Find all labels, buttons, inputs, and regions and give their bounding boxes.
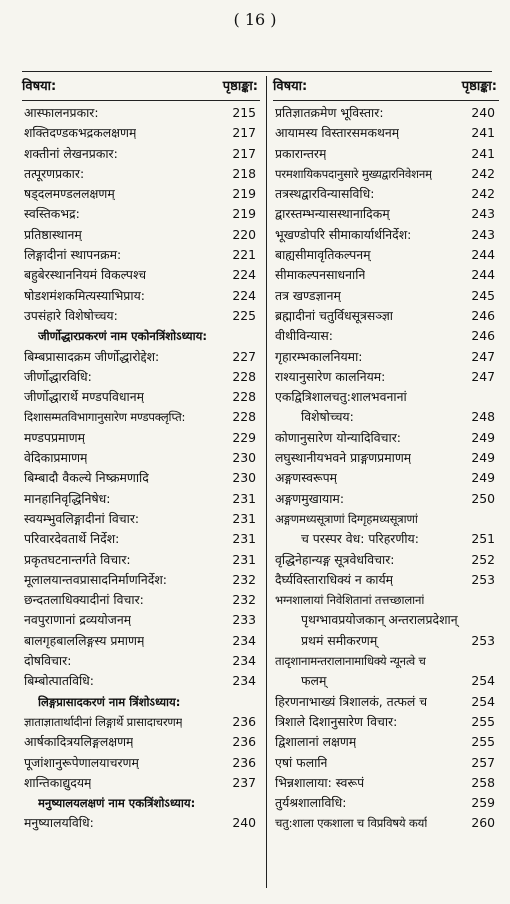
entry-title: प्रतिज्ञातक्रमेण भूविस्तार: <box>275 105 384 120</box>
toc-entry <box>22 732 260 752</box>
entry-page-number: 245 <box>471 287 495 303</box>
toc-entry <box>22 651 260 671</box>
entry-page-number: 246 <box>471 328 495 344</box>
entry-title: कोणानुसारेण योन्यादिविचार: <box>275 429 401 445</box>
entry-title-continued: फलम् <box>301 673 327 689</box>
toc-entry <box>22 590 260 610</box>
toc-entry <box>22 225 260 245</box>
entry-page-number: 252 <box>471 551 495 567</box>
toc-entry <box>22 610 260 630</box>
entry-title: गृहारम्भकालनियमा: <box>275 348 363 364</box>
entry-title: आस्फालनप्रकार: <box>24 105 99 120</box>
toc-entry <box>22 164 260 184</box>
entry-title: सीमाकल्पनसाधनानि <box>275 267 366 283</box>
toc-entry <box>22 306 260 326</box>
entry-page-number: 234 <box>232 632 256 648</box>
entry-title: वीथीविन्यास: <box>275 328 333 344</box>
toc-entry <box>273 306 499 326</box>
entry-page-number: 232 <box>232 592 256 608</box>
entry-title: तत्रस्थद्वारविन्यासविधि: <box>275 186 375 202</box>
toc-entry <box>273 164 499 184</box>
entry-page-number: 253 <box>471 632 495 648</box>
entry-title: द्वारस्तम्भन्यासस्थानादिकम् <box>275 206 390 222</box>
entry-title: मण्डपप्रमाणम् <box>24 429 85 445</box>
entry-title: भूखण्डोपरि सीमाकार्यार्थनिर्देश: <box>275 226 412 242</box>
entry-page-number: 217 <box>232 125 256 141</box>
toc-entry <box>273 286 499 306</box>
toc-entry <box>22 448 260 468</box>
entry-page-number: 228 <box>232 368 256 384</box>
toc-entry <box>273 550 499 570</box>
entry-page-number: 219 <box>232 186 256 202</box>
toc-entry <box>22 245 260 265</box>
entry-page-number: 246 <box>471 307 495 323</box>
entry-page-number: 231 <box>232 551 256 567</box>
entry-title-continued: पृथग्भावप्रयोजकान् अन्तरालप्रदेशान् <box>301 612 458 628</box>
entry-page-number: 244 <box>471 267 495 283</box>
entry-title: वृद्धिनेहान्यङ्ग सूत्रवेधविचार: <box>275 551 395 567</box>
entry-page-number: 231 <box>232 490 256 506</box>
toc-entry <box>273 123 499 143</box>
toc-entry <box>273 813 499 833</box>
entry-page-number: 231 <box>232 510 256 526</box>
entry-page-number: 236 <box>232 734 256 750</box>
entry-page-number: 225 <box>232 307 256 323</box>
toc-entry <box>22 123 260 143</box>
entry-title: दोषविचार: <box>24 653 72 669</box>
entry-page-number: 255 <box>471 734 495 750</box>
entry-page-number: 250 <box>471 490 495 506</box>
toc-column-left <box>22 76 260 888</box>
entry-page-number: 248 <box>471 409 495 425</box>
entry-page-number: 240 <box>471 105 495 120</box>
toc-entry <box>273 367 499 387</box>
toc-entry <box>22 489 260 509</box>
entry-title: शान्तिकाद्युदयम् <box>24 774 92 790</box>
entry-page-number: 247 <box>471 368 495 384</box>
entry-title: मानहानिवृद्धिनिषेध: <box>24 490 111 506</box>
entry-title: राश्यानुसारेण कालनियम: <box>275 368 386 384</box>
entry-page-number: 251 <box>471 531 495 547</box>
entry-page-number: 258 <box>471 774 495 790</box>
page-number: ( 16 ) <box>233 10 277 29</box>
toc-entry <box>273 489 499 509</box>
entry-page-number: 244 <box>471 247 495 263</box>
entry-page-number: 217 <box>232 145 256 161</box>
entry-page-number: 228 <box>232 409 256 425</box>
column-header <box>273 76 499 101</box>
entry-title: परिवारदेवतार्थे निर्देश: <box>24 531 120 547</box>
toc-entry <box>22 144 260 164</box>
toc-entry <box>22 529 260 549</box>
entry-title: शक्तिदण्डकभद्रकलक्षणम् <box>24 125 137 141</box>
subject-heading: विषया: <box>273 79 308 94</box>
entry-title: त्रिशाले दिशानुसारेण विचार: <box>275 713 398 729</box>
entry-title: तत्र खण्डज्ञानम् <box>275 287 341 303</box>
entry-title: बालगृहबाललिङ्गस्य प्रमाणम् <box>24 632 145 648</box>
toc-entry <box>273 692 499 712</box>
entry-title: षोडशमंशकमित्यस्याभिप्राय: <box>24 287 145 303</box>
entry-page-number: 234 <box>232 653 256 669</box>
entry-title: एकद्वित्रिशालचतु:शालभवनानां <box>275 389 407 405</box>
entry-title: लिङ्गादीनां स्थापनक्रम: <box>24 247 122 263</box>
subject-heading: विषया: <box>22 79 57 94</box>
entry-page-number: 224 <box>232 287 256 303</box>
entry-page-number: 237 <box>232 774 256 790</box>
toc-entry <box>22 103 260 123</box>
toc-entry <box>22 347 260 367</box>
entry-page-number: 228 <box>232 389 256 405</box>
entry-page-number: 260 <box>471 815 495 831</box>
entry-page-number: 249 <box>471 450 495 466</box>
entry-title: स्वस्तिकभद्र: <box>24 206 80 222</box>
entry-page-number: 220 <box>232 226 256 242</box>
entry-title: नवपुराणानां द्रव्ययोजनम् <box>24 612 132 628</box>
entry-title: ब्रह्मादीनां चतुर्विधसूत्रसञ्ज्ञा <box>275 307 393 323</box>
entry-page-number: 255 <box>471 713 495 729</box>
entry-title: बहुबेरस्थाननियमं विकल्पश्च <box>24 267 147 283</box>
entry-title: बिम्बोत्पातविधि: <box>24 673 94 689</box>
entry-title: लघुस्थानीयभवने प्राङ्गणप्रमाणम् <box>275 450 412 466</box>
entry-title: मनुष्यालयलक्षणं नाम एकत्रिंशोऽध्याय: <box>38 796 196 811</box>
toc-entry <box>22 387 260 407</box>
toc-entry <box>273 509 499 550</box>
toc-entry <box>273 144 499 164</box>
toc-entry <box>273 103 499 123</box>
toc-entry <box>22 813 260 833</box>
entry-page-number: 236 <box>232 713 256 729</box>
toc-entry <box>273 184 499 204</box>
toc-entry <box>273 387 499 428</box>
toc-entry <box>273 204 499 224</box>
toc-entry <box>273 732 499 752</box>
toc-entry <box>22 631 260 651</box>
entry-page-number: 230 <box>232 470 256 486</box>
toc-entry <box>22 407 260 427</box>
entry-title: चतु:शाला एकशाला च विप्रविषये कर्या <box>275 816 428 831</box>
entry-title: तादृशानामन्तरालानामाधिक्ये न्यूनत्वे च <box>275 654 426 669</box>
entry-title: आर्षकादित्रयलिङ्गलक्षणम् <box>24 734 134 750</box>
entry-title: अङ्गणस्वरूपम् <box>275 470 338 486</box>
entry-title-continued: प्रथमं समीकरणम् <box>301 632 378 648</box>
entry-title: तुर्यश्रशालाविधि: <box>275 795 347 811</box>
entry-title: शक्तीनां लेखनप्रकार: <box>24 145 118 161</box>
chapter-heading <box>22 692 260 712</box>
toc-entry <box>273 428 499 448</box>
entry-page-number: 215 <box>232 105 256 120</box>
entry-page-number: 243 <box>471 206 495 222</box>
entry-page-number: 240 <box>232 815 256 831</box>
entry-page-number: 234 <box>232 673 256 689</box>
entry-page-number: 242 <box>471 165 495 181</box>
toc-entry <box>273 753 499 773</box>
entry-title: प्रकारान्तरम् <box>275 145 327 161</box>
entry-title: अङ्गणमध्यसूत्राणां दिग्गृहमध्यसूत्राणां <box>275 511 418 526</box>
toc-entry <box>273 793 499 813</box>
entry-title: पूजांशानुरूपेणालयाचरणम् <box>24 754 139 770</box>
toc-entry <box>273 570 499 590</box>
entry-page-number: 233 <box>232 612 256 628</box>
toc-entry <box>22 753 260 773</box>
toc-entry <box>22 570 260 590</box>
entry-title: जीर्णोद्धारार्थे मण्डपविधानम् <box>24 389 144 405</box>
entry-title: षड्दलमण्डललक्षणम् <box>24 186 115 202</box>
entry-page-number: 257 <box>471 754 495 770</box>
toc-entry <box>22 428 260 448</box>
entry-title: दैर्घ्यविस्ताराधिक्यं न कार्यम् <box>275 571 394 587</box>
entry-page-number: 219 <box>232 206 256 222</box>
entry-page-number: 227 <box>232 348 256 364</box>
page-heading: पृष्ठाङ्का: <box>461 79 497 94</box>
entry-title: स्वयम्भुवलिङ्गादीनां विचार: <box>24 510 140 526</box>
chapter-heading <box>22 793 260 813</box>
entry-page-number: 249 <box>471 429 495 445</box>
top-rule <box>22 71 492 72</box>
entry-page-number: 259 <box>471 795 495 811</box>
entry-title: मनुष्यालयविधि: <box>24 815 94 831</box>
toc-entry <box>22 509 260 529</box>
toc-entry <box>273 773 499 793</box>
entry-title: बिम्बप्रासादक्रम जीर्णोद्धारोद्देश: <box>24 348 160 364</box>
entry-page-number: 241 <box>471 125 495 141</box>
entry-page-number: 231 <box>232 531 256 547</box>
entry-title-continued: च परस्पर वेध: परिहरणीय: <box>301 531 419 547</box>
toc-entry <box>22 286 260 306</box>
entry-title: अङ्गणमुखायाम: <box>275 490 345 506</box>
toc-entry <box>273 651 499 692</box>
entry-title: परमशायिकपदानुसारे मुख्यद्वारनिवेशनम् <box>275 166 432 181</box>
entry-title: एषां फलानि <box>275 754 328 770</box>
entry-title: मूलालयान्तवप्रासादनिर्माणनिर्देश: <box>24 571 167 587</box>
entry-page-number: 254 <box>471 673 495 689</box>
toc-entry <box>273 326 499 346</box>
toc-entry <box>22 265 260 285</box>
entry-title: आयामस्य विस्तारसमकथनम् <box>275 125 400 141</box>
toc-entry <box>22 712 260 732</box>
toc-entry <box>22 367 260 387</box>
entry-page-number: 249 <box>471 470 495 486</box>
toc-entry <box>273 590 499 651</box>
entry-page-number: 221 <box>232 247 256 263</box>
toc-entry <box>273 712 499 732</box>
toc-entry <box>273 347 499 367</box>
entry-title: बिम्बादौ वैकल्ये निष्क्रमणादि <box>24 470 149 486</box>
page-heading: पृष्ठाङ्का: <box>222 79 258 94</box>
entry-title: भग्नशालायां निवेशितानां तत्तच्छालानां <box>275 593 425 608</box>
entry-page-number: 229 <box>232 429 256 445</box>
toc-list-right <box>273 103 499 834</box>
entry-title: वेदिकाप्रमाणम् <box>24 450 88 466</box>
entry-page-number: 253 <box>471 571 495 587</box>
toc-entry <box>273 468 499 488</box>
entry-page-number: 236 <box>232 754 256 770</box>
entry-title: लिङ्गप्रासादकरणं नाम त्रिंशोऽध्याय: <box>38 694 181 709</box>
chapter-heading <box>22 326 260 346</box>
entry-page-number: 243 <box>471 226 495 242</box>
column-header <box>22 76 260 101</box>
toc-entry <box>22 204 260 224</box>
entry-page-number: 242 <box>471 186 495 202</box>
entry-page-number: 232 <box>232 571 256 587</box>
entry-title: छन्दतलाधिक्यादीनां विचार: <box>24 592 144 608</box>
toc-column-right <box>266 76 499 888</box>
toc-entry <box>22 184 260 204</box>
toc-entry <box>22 468 260 488</box>
toc-entry <box>273 265 499 285</box>
entry-title: उपसंहारे विशेषोच्चय: <box>24 307 118 323</box>
entry-title: दिशासम्मतविभागानुसारेण मण्डपक्लृप्ति: <box>24 410 186 425</box>
entry-page-number: 224 <box>232 267 256 283</box>
toc-list-left <box>22 103 260 834</box>
entry-title-continued: विशेषोच्चय: <box>301 409 354 425</box>
entry-title: ज्ञाताज्ञातार्थादीनां लिङ्गार्थे प्रासादाचरणम् <box>24 714 183 729</box>
entry-title: भिन्नशालाया: स्वरूपं <box>275 774 365 790</box>
entry-title: तत्पूरणप्रकार: <box>24 165 85 181</box>
entry-page-number: 241 <box>471 145 495 161</box>
entry-title: जीर्णोद्धारविधि: <box>24 368 92 384</box>
toc-entry <box>22 671 260 691</box>
toc-entry <box>273 225 499 245</box>
entry-title: प्रतिष्ठास्थानम् <box>24 226 82 242</box>
entry-title: जीर्णोद्धारप्रकरणं नाम एकोनत्रिंशोऽध्याय: <box>38 329 207 344</box>
toc-entry <box>273 245 499 265</box>
entry-title: हिरणनाभाख्यं त्रिशालकं, तत्फलं च <box>275 693 428 709</box>
entry-page-number: 218 <box>232 165 256 181</box>
toc-entry <box>273 448 499 468</box>
entry-page-number: 254 <box>471 693 495 709</box>
toc-entry <box>22 773 260 793</box>
entry-page-number: 230 <box>232 450 256 466</box>
entry-title: प्रकृतघटनान्तर्गते विचार: <box>24 551 131 567</box>
entry-page-number: 247 <box>471 348 495 364</box>
entry-title: द्विशालानां लक्षणम् <box>275 734 357 750</box>
entry-title: बाह्यसीमावृतिकल्पनम् <box>275 247 371 263</box>
toc-entry <box>22 550 260 570</box>
